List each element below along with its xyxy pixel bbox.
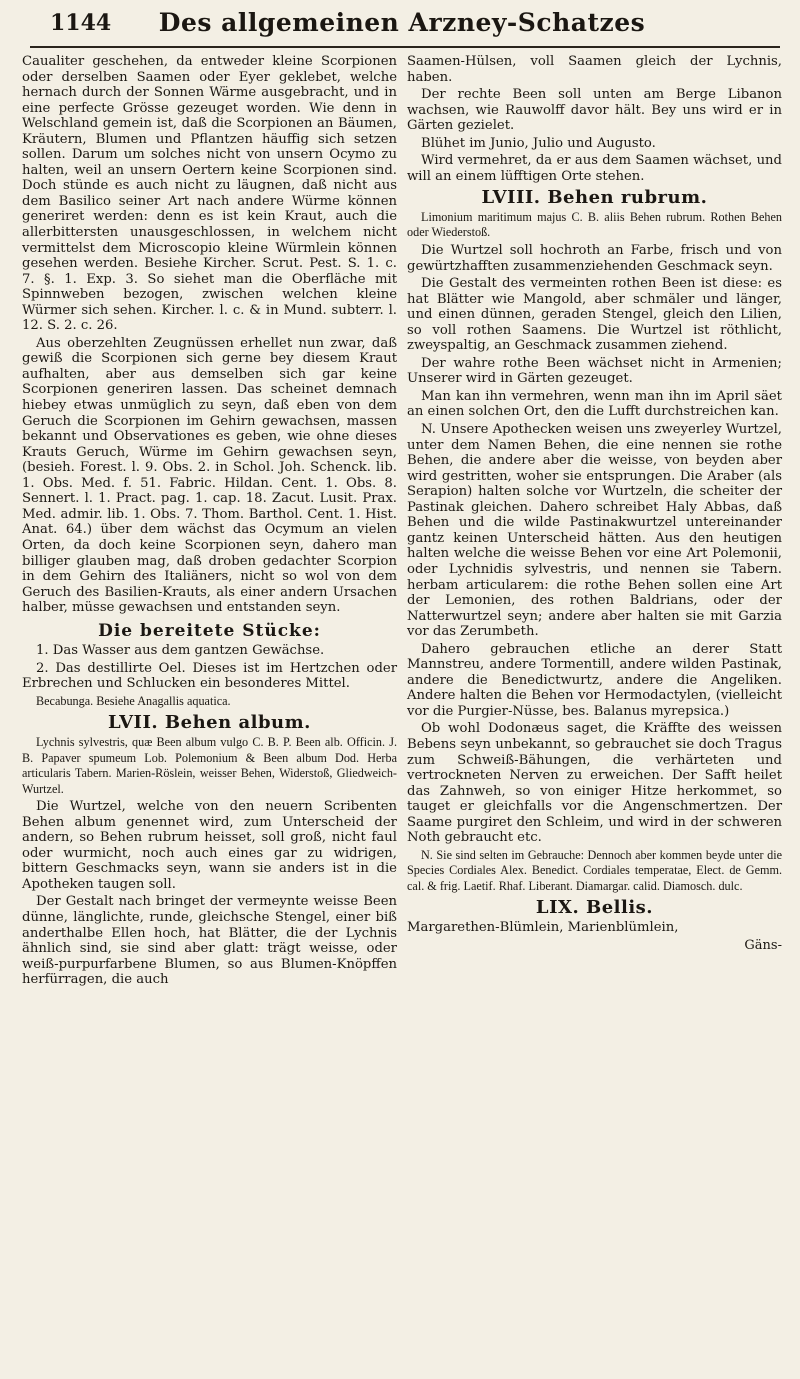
section-lvii-paragraph-1: Die Wurtzel, welche von den neuern Scribenten Behen album genennet wird, zum Unterscheid der andern, so Behen rubrum heisset, soll groß, nicht faul oder wurmicht, noch auch eines gar zu widrigen, bittern Geschmacks seyn, wann sie anders ist in die Apotheken taugen soll. bbox=[22, 799, 397, 892]
section-lviii-title: LVIII. Behen rubrum. bbox=[481, 187, 708, 209]
header-rule bbox=[30, 46, 780, 48]
bloom-line: Blühet im Junio, Julio und Augusto. bbox=[421, 135, 656, 151]
section-lvii-paragraph-2: Der Gestalt nach bringet der vermeynte weisse Been dünne, länglichte, runde, gleichsche Stengel, einer biß anderthalbe Ellen hoch, hat Blätter, die der Lychnis ähnlich sind, sie sind aber glatt: trägt weisse, oder weiß-purpurfarbene Blumen, so aus Blumen-Knöpffen herfürragen, die auch bbox=[22, 894, 397, 988]
section-lviii-paragraph-8: N. Sie sind selten im Gebrauche: Dennoch aber kommen beyde unter die Species Cordiales Alex. Benedict. Cordiales temperatae, Elect. de Gemm. cal. & frig. Laetif. Rhaf. Liberant. Diamargar. calid. Diamosch. dulc. bbox=[407, 847, 782, 893]
page-number: 1144 bbox=[50, 10, 112, 36]
section-lviii-synonyms: Limonium maritimum majus C. B. aliis Behen rubrum. Rothen Behen oder Wiederstoß. bbox=[407, 209, 782, 240]
section-lix-synonyms: Margarethen-Blümlein, Marienblümlein, bbox=[407, 919, 679, 935]
section-lviii-paragraph-4: Man kan ihn vermehren, wenn man ihn im April säet an einen solchen Ort, den die Lufft durchstreichen kan. bbox=[407, 388, 782, 420]
right-column bbox=[407, 54, 782, 990]
section-lviii-paragraph-5: N. Unsere Apothecken weisen uns zweyerley Wurtzel, unter dem Namen Behen, die eine nennen sie rothe Behen, die andere aber die weisse, von beyden aber wird gestritten, woher sie entsprungen. Die Araber (als Serapion) halten solche vor Wurtzeln, die scheiter der Pastinak gleichen. Dahero schreibet Haly Abbas, daß Behen und die wilde Pastinakwurtzel untereinander gantz keinen Unterscheid hätten. Aus den heutigen halten welche die weisse Behen vor eine Art Polemonii, oder Lychnidis sylvestris, und nennen sie Tabern. herbam articularem: die rothe Behen sollen eine Art der Lemonien, des rothen Baldrians, oder der Natterwurtzel seyn; andere aber halten sie mit Garzia vor das Zerumbeth. bbox=[407, 422, 782, 640]
right-paragraph-2: Der rechte Been soll unten am Berge Libanon wachsen, wie Rauwolff davor hält. Bey uns wird er in Gärten gezielet. bbox=[407, 87, 782, 134]
cross-reference: Becabunga. Besiehe Anagallis aquatica. bbox=[36, 693, 231, 708]
left-column bbox=[22, 54, 397, 990]
prepared-item-1: 1. Das Wasser aus dem gantzen Gewächse. bbox=[36, 643, 325, 659]
prepared-heading: Die bereitete Stücke: bbox=[98, 620, 321, 641]
section-lviii-paragraph-2: Die Gestalt des vermeinten rothen Been ist diese: es hat Blätter wie Mangold, aber schmäler und länger, und einen dünnen, geraden Stengel, gleich den Lilien, so voll rothen Saamens. Die Wurtzel ist röthlicht, zweyspaltig, an Geschmack zusammen ziehend. bbox=[407, 276, 782, 354]
page-header bbox=[22, 4, 782, 46]
catchword: Gäns- bbox=[744, 937, 782, 953]
section-lviii-paragraph-7: Ob wohl Dodonæus saget, die Kräffte des weissen Bebens seyn unbekannt, so gebrauchet sie doch Tragus zum Schweiß-Bähungen, die verhärteten und vertrockneten Nerven zu erweichen. Der Safft heilet das Zahnweh, so von einiger Hitze herkommet, so tauget er gleichfalls vor die Angenschmertzen. Der Saame purgiret den Schleim, und wird in der schweren Noth gebraucht etc. bbox=[407, 721, 782, 846]
prepared-item-2: 2. Das destillirte Oel. Dieses ist im Hertzchen oder Erbrechen und Schlucken ein besonderes Mittel. bbox=[22, 660, 397, 692]
section-lviii-paragraph-6: Dahero gebrauchen etliche an derer Statt Mannstreu, andere Tormentill, andere wilden Pastinak, andere die Benedictwurtz, andere die Angeliken. Andere halten die Behen vor Hermodactylen, (vielleicht vor die Purgier-Nüsse, bes. Balanus myrepsica.) bbox=[407, 641, 782, 719]
running-title: Des allgemeinen Arzney-Schatzes bbox=[158, 8, 646, 37]
propagation-line: Wird vermehret, da er aus dem Saamen wächset, und will an einem lüfftigen Orte stehen. bbox=[407, 153, 782, 184]
left-paragraph-1: Caualiter geschehen, da entweder kleine Scorpionen oder derselben Saamen oder Eyer geklebet, welche hernach durch der Sonnen Wärme ausgebracht, und in eine perfecte Grösse gezeuget worden. Wie denn in Welschland gemein ist, daß die Scorpionen an Bäumen, Kräutern, Blumen und Pflantzen häuffig sich setzen sollen. Darum um solches nicht von unsern Ocymo zu halten, weil an unsern Oertern keine Scorpionen sind. Doch stünde es auch nicht zu läugnen, daß nicht aus dem Basilico seiner Art nach andere Würme können generiret werden: denn es ist kein Kraut, auch die allerbittersten unausgeschlossen, in welchem nicht vermittelst dem Microscopio kleine Würmlein können gesehen werden. Besiehe Kircher. Scrut. Pest. S. 1. c. 7. §. 1. Exp. 3. So siehet man die Oberfläche mit Spinnweben bezogen, zwischen welchen kleine Würmer sich sehen. Kircher. l. c. & in Mund. subterr. l. 12. S. 2. c. 26. bbox=[22, 54, 397, 334]
left-paragraph-2: Aus oberzehlten Zeugnüssen erhellet nun zwar, daß gewiß die Scorpionen sich gerne bey diesem Kraut aufhalten, aber aus demselben sich gar keine Scorpionen generiren lassen. Das scheinet demnach hiebey etwas unmüglich zu seyn, daß eben von dem Geruch die Scorpionen im Gehirn gewachsen, massen bekannt und Observationes es geben, wie ohne dieses Krauts Geruch, Würme im Gehirn gewachsen seyn, (besieh. Forest. l. 9. Obs. 2. in Schol. Joh. Schenck. lib. 1. Obs. Med. f. 51. Fabric. Hildan. Cent. 1. Obs. 8. Sennert. l. 1. Pract. pag. 1. cap. 18. Zacut. Lusit. Prax. Med. admir. lib. 1. Obs. 7. Thom. Barthol. Cent. 1. Hist. Anat. 64.) über dem wächst das Ocymum an vielen Orten, da doch keine Scorpionen seyn, dahero man billiger glauben mag, daß droben gedachter Scorpion in dem Gehirn des Italiäners, nicht so wol von dem Geruch des Basilien-Krauts, als einer andern Ursachen halber, müsse gewachsen und entstanden seyn. bbox=[22, 335, 397, 616]
section-lix-title: LIX. Bellis. bbox=[535, 897, 654, 919]
section-lviii-paragraph-3: Der wahre rothe Been wächset nicht in Armenien; Unserer wird in Gärten gezeuget. bbox=[407, 355, 782, 387]
section-lvii-title: LVII. Behen album. bbox=[108, 712, 311, 734]
two-column-body bbox=[22, 54, 782, 990]
right-paragraph-1: Saamen-Hülsen, voll Saamen gleich der Lychnis, haben. bbox=[407, 54, 782, 85]
section-lvii-synonyms: Lychnis sylvestris, quæ Been album vulgo C. B. P. Been alb. Officin. J. B. Papaver spumeum Lob. Polemonium & Been album Dod. Herba articularis Tabern. Marien-Röslein, weisser Behen, Widerstoß, Gliedweich-Wurtzel. bbox=[22, 734, 397, 796]
section-lviii-paragraph-1: Die Wurtzel soll hochroth an Farbe, frisch und von gewürtzhafften zusammenziehenden Geschmack seyn. bbox=[407, 243, 782, 274]
